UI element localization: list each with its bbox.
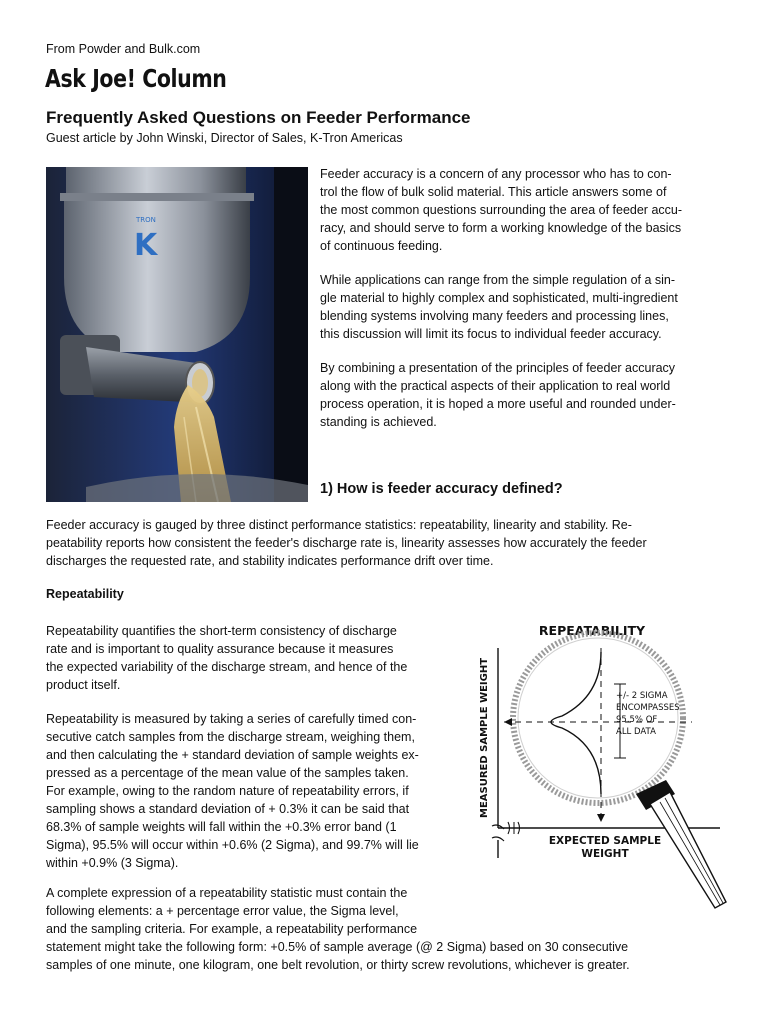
svg-text:TRON: TRON	[136, 216, 156, 224]
repeatability-subhead: Repeatability	[46, 587, 124, 601]
article-headline: Frequently Asked Questions on Feeder Performance	[46, 108, 471, 127]
byline: Guest article by John Winski, Director of Sales, K-Tron Americas	[46, 131, 403, 145]
question-1-heading: 1) How is feeder accuracy defined?	[320, 481, 563, 497]
diagram-title: REPEATABILITY	[538, 623, 646, 638]
k-tron-logo-icon: K	[134, 228, 158, 263]
repeatability-paragraph-2: Repeatability is measured by taking a series of carefully timed con- secutive catch samples from the discharge stream, weighing them, and then calculating the + standard deviation of sample weights ex- pressed as a percentage of the mean value of the samples taken. For example, owing to the random nature of repeatability errors, if sampling shows a standard deviation of + 0.3% it can be said that 68.3% of sample weights will fall within the +0.3% error band (1 Sigma), 95.5% will occur within +0.6% (2 Sigma), and 99.7% will lie within +0.9% (3 Sigma).	[46, 712, 419, 870]
intro-paragraph-2: While applications can range from the simple regulation of a sin- gle material to highly complex and sophisticated, multi-ingredient blending systems involving many feeders and processing lines, this discussion will limit its focus to individual feeder accuracy.	[320, 273, 678, 341]
svg-text:95.5% OF: 95.5% OF	[616, 715, 658, 725]
svg-text:ENCOMPASSES: ENCOMPASSES	[616, 703, 680, 713]
svg-text:ALL DATA: ALL DATA	[616, 727, 656, 737]
magnifier-lens-icon	[513, 633, 683, 803]
column-title: Ask Joe! Column	[45, 64, 227, 93]
repeatability-diagram	[470, 618, 740, 923]
svg-text:WEIGHT: WEIGHT	[581, 848, 629, 860]
intro-paragraph-3: By combining a presentation of the principles of feeder accuracy along with the practical aspects of their application to real world process operation, it is hoped a more useful and rounded under- standing is achieved.	[320, 361, 676, 429]
feeder-photo	[46, 167, 308, 502]
svg-text:+/- 2 SIGMA: +/- 2 SIGMA	[616, 691, 668, 701]
question-1-paragraph: Feeder accuracy is gauged by three distinct performance statistics: repeatability, linearity and stability. Re- peatability reports how consistent the feeder's discharge rate is, linearity assesses how accurately the feeder discharges the requested rate, and stability indicates performance drift over time.	[46, 518, 647, 568]
diagram-x-label: EXPECTED SAMPLE	[548, 835, 662, 847]
repeatability-paragraph-3: A complete expression of a repeatability statistic must contain the following elements: a + percentage error value, the Sigma level, and the sampling criteria. For example, a repeatability performance	[46, 886, 418, 936]
source-line: From Powder and Bulk.com	[46, 42, 201, 56]
diagram-y-label: MEASURED SAMPLE WEIGHT	[479, 657, 490, 818]
repeatability-paragraph-1: Repeatability quantifies the short-term consistency of discharge rate and is important to quality assurance because it measures the expected variability of the discharge stream, and hence of the product itself.	[46, 624, 408, 692]
intro-paragraph-1: Feeder accuracy is a concern of any processor who has to con- trol the flow of bulk solid material. This article answers some of the most common questions surrounding the area of feeder accu- racy, and should serve to form a working knowledge of the basics of continuous feeding.	[320, 167, 683, 253]
repeatability-paragraph-3-continued: statement might take the following form: +0.5% of sample average (@ 2 Sigma) based on 30 consecutive samples of one minute, one kilogram, one belt revolution, or thirty screw revolutions, whichever is greater.	[46, 940, 630, 972]
